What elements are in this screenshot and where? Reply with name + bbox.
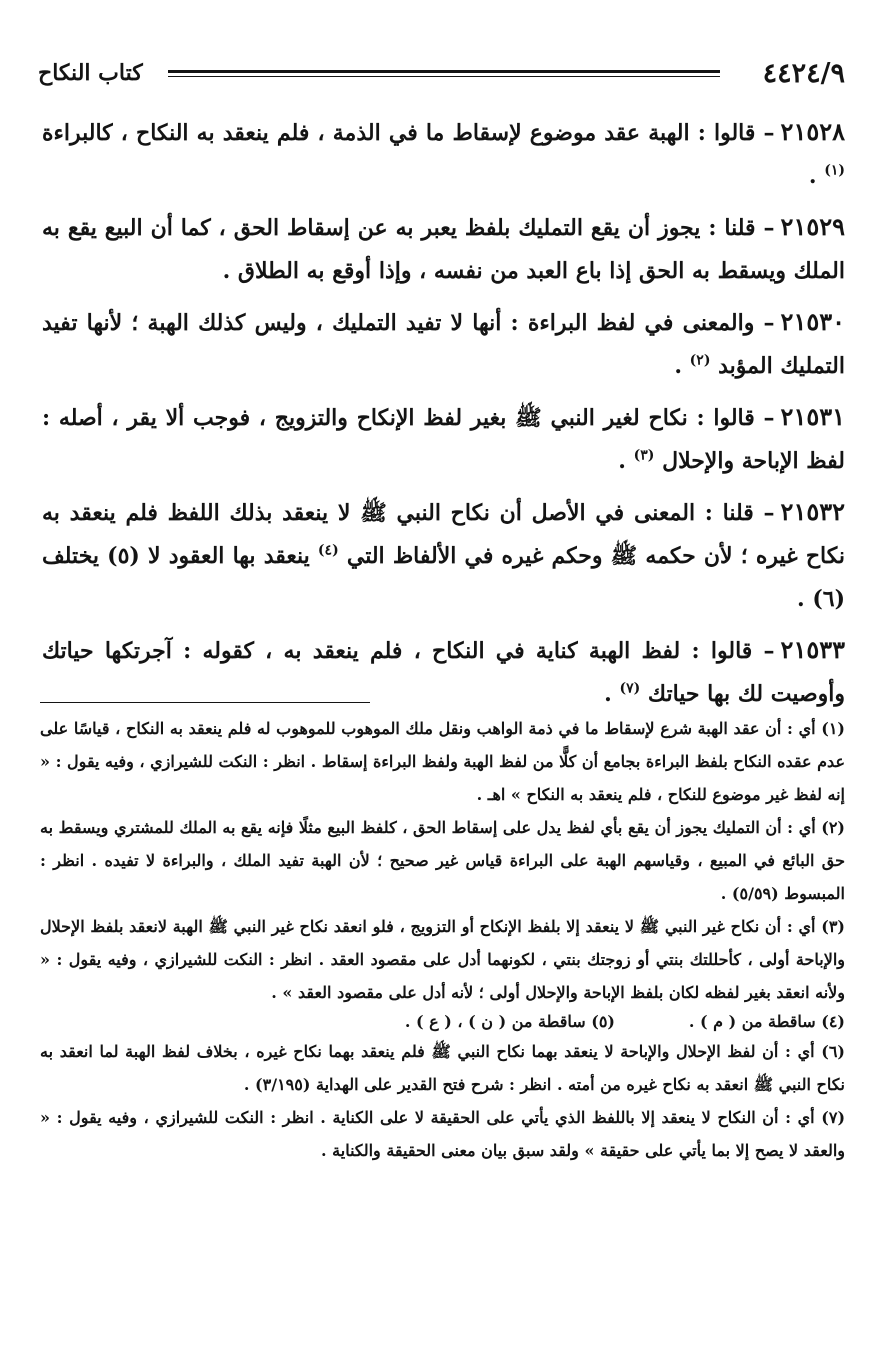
footnote: (١) أي : أن عقد الهبة شرع لإسقاط ما في ذمة الواهب ونقل ملك الموهوب للموهوب له فلم ينعقد به النكاح ، قياسًا على عدم عقده النكاح بلفظ البراءة بجامع أن كلًّا من لفظ الهبة ولفظ البراءة إسقاط . انظر : النكت للشيرازي ، وفيه يقول : « إنه لفظ غير موضوع للنكاح ، فلم ينعقد به النكاح » اهـ . bbox=[40, 719, 845, 804]
paragraph-tail: ينعقد بها العقود لا (٥) يختلف (٦) . bbox=[42, 543, 845, 612]
page-number: ٤٤٢٤/٩ bbox=[762, 58, 845, 89]
book-title: كتاب النكاح bbox=[38, 60, 143, 86]
paragraph-text: – قالوا : لفظ الهبة كناية في النكاح ، فلم ينعقد به ، كقوله : آجرتكها حياتك وأوصيت لك بها حياتك bbox=[42, 638, 845, 707]
paragraph-number: ٢١٥٣٢ bbox=[780, 497, 845, 526]
paragraph bbox=[42, 490, 845, 621]
footnote-ref: (٧) bbox=[619, 680, 641, 697]
paragraph-tail: . bbox=[674, 353, 690, 379]
paragraph bbox=[42, 110, 845, 198]
footnote: (٦) أي : أن لفظ الإحلال والإباحة لا ينعقد بهما نكاح النبي ﷺ فلم ينعقد بهما نكاح غيره ، بخلاف لفظ الهبة لما انعقد به نكاح النبي ﷺ انعقد به نكاح غيره من أمته . انظر : شرح فتح القدير على الهداية (٣/١٩٥) . bbox=[40, 1042, 845, 1094]
footnotes bbox=[40, 712, 845, 1167]
paragraph-tail: . bbox=[604, 681, 620, 707]
paragraph-number: ٢١٥٣٠ bbox=[780, 307, 845, 336]
paragraph-text: – قلنا : يجوز أن يقع التمليك بلفظ يعبر به عن إسقاط الحق ، كما أن البيع يقع به الملك ويسقط به الحق إذا باع العبد من نفسه ، وإذا أوقع به الطلاق . bbox=[42, 215, 845, 284]
short-footnotes-row bbox=[40, 1009, 845, 1035]
footnote-short: (٤) ساقطة من ( م ) . bbox=[688, 1012, 845, 1031]
paragraph-number: ٢١٥٢٩ bbox=[780, 212, 845, 241]
paragraph-tail: . bbox=[808, 163, 825, 189]
footnote-ref: (٢) bbox=[689, 352, 711, 369]
footnote-ref: (٤) bbox=[317, 542, 339, 559]
footnote: (٧) أي : أن النكاح لا ينعقد إلا باللفظ الذي يأتي على الحقيقة لا على الكناية . انظر : النكت للشيرازي ، وفيه يقول : « والعقد لا يصح إلا بما يأتي على حقيقة » ولقد سبق بيان معنى الحقيقة والكناية . bbox=[40, 1108, 846, 1160]
paragraph-text: – قالوا : نكاح لغير النبي ﷺ بغير لفظ الإنكاح والتزويج ، فوجب ألا يقر ، أصله : لفظ الإباحة والإحلال bbox=[42, 405, 845, 474]
header-rule-thick bbox=[168, 70, 720, 73]
header-rule-thin bbox=[168, 76, 720, 77]
footnote: (٣) أي : أن نكاح غير النبي ﷺ لا ينعقد إلا بلفظ الإنكاح أو التزويج ، فلو انعقد نكاح غير النبي ﷺ الهبة لانعقد بلفظ الإحلال والإباحة أولى ، كأحللتك بنتي أو زوجتك بنتي ، لكونهما أدل على مقصود العقد . انظر : النكت للشيرازي ، وفيه يقول : « ولأنه انعقد بغير لفظه لكان بلفظ الإباحة والإحلال أولى ؛ لأنه أدل على مقصود العقد » . bbox=[40, 917, 845, 1002]
paragraph bbox=[42, 395, 845, 483]
main-text bbox=[42, 110, 845, 723]
footnote-ref: (١) bbox=[824, 162, 845, 179]
paragraph-text: – قالوا : الهبة عقد موضوع لإسقاط ما في الذمة ، فلم ينعقد به النكاح ، كالبراءة bbox=[42, 120, 775, 146]
paragraph bbox=[42, 205, 845, 293]
footnote-divider bbox=[40, 702, 370, 703]
footnote-short: (٥) ساقطة من ( ن ) ، ( ع ) . bbox=[404, 1012, 615, 1031]
paragraph-number: ٢١٥٢٨ bbox=[780, 117, 845, 146]
paragraph bbox=[42, 300, 845, 388]
paragraph-tail: . bbox=[618, 448, 634, 474]
paragraph-text: – والمعنى في لفظ البراءة : أنها لا تفيد التمليك ، وليس كذلك الهبة ؛ لأنها تفيد التمليك المؤبد bbox=[42, 310, 845, 379]
footnote: (٢) أي : أن التمليك يجوز أن يقع بأي لفظ يدل على إسقاط الحق ، كلفظ البيع مثلًا فإنه يقع به الملك للمشتري ويسقط به حق البائع في المبيع ، وقياسهم الهبة على البراءة قياس غير صحيح ؛ لأن الهبة تفيد الملك ، والبراءة لا تفيده . انظر : المبسوط (٥/٥٩) . bbox=[40, 818, 846, 903]
running-header bbox=[38, 58, 845, 98]
paragraph-number: ٢١٥٣١ bbox=[780, 402, 845, 431]
footnote-ref: (٣) bbox=[633, 447, 655, 464]
paragraph-text: – قلنا : المعنى في الأصل أن نكاح النبي ﷺ لا ينعقد بذلك اللفظ فلم ينعقد به نكاح غيره ؛ لأن حكمه ﷺ وحكم غيره في الألفاظ التي bbox=[42, 500, 845, 569]
paragraph-number: ٢١٥٣٣ bbox=[780, 635, 845, 664]
